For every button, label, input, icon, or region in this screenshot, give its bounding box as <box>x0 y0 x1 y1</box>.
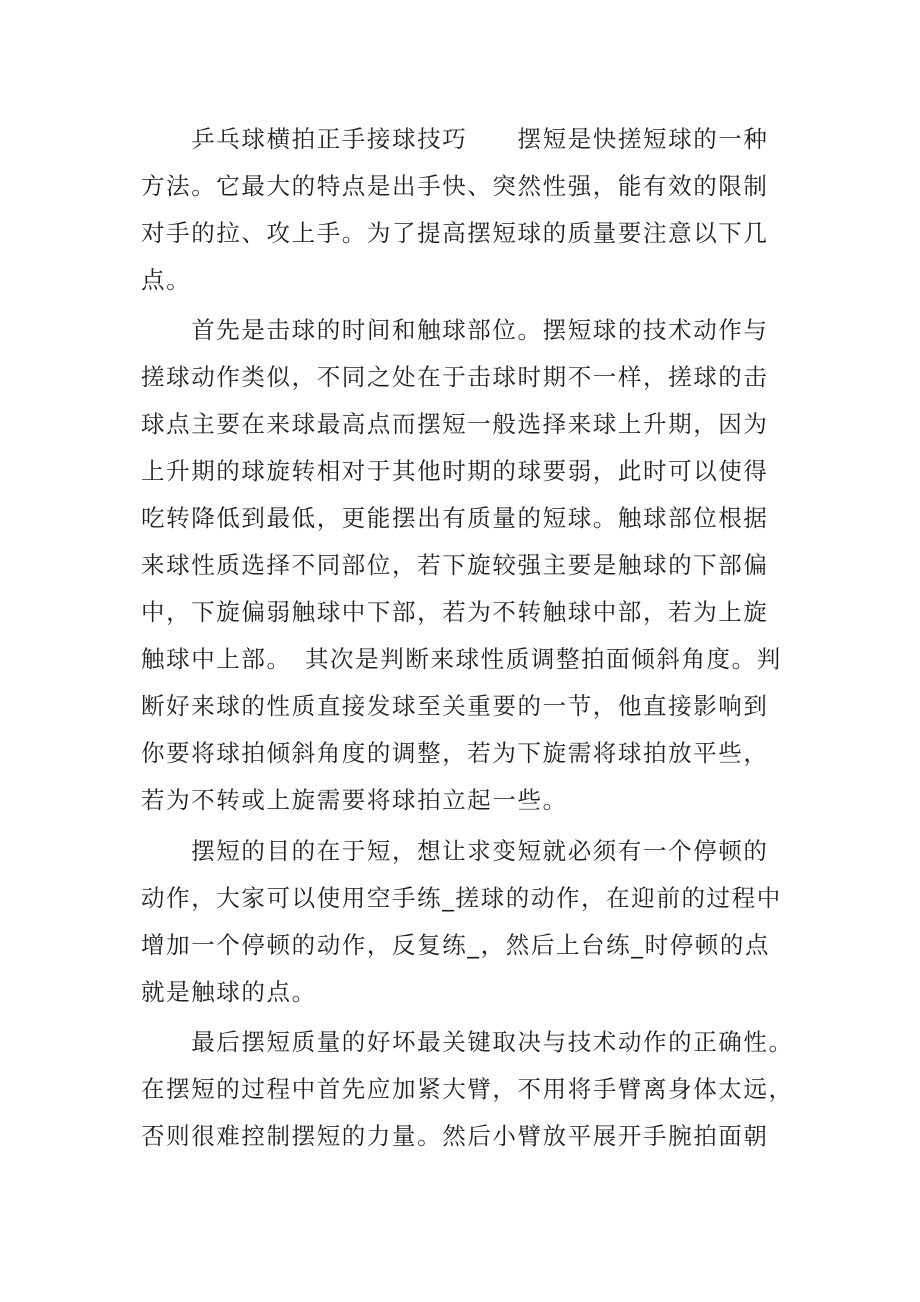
text-line: 在摆短的过程中首先应加紧大臂，不用将手臂离身体太远， <box>141 1075 794 1103</box>
text-line: 乒乓球横拍正手接球技巧 摆短是快搓短球的一种 <box>141 125 769 153</box>
text-line: 增加一个停顿的动作，反复练_，然后上台练_时停顿的点 <box>141 931 771 959</box>
text-line: 摆短的目的在于短，想让求变短就必须有一个停顿的 <box>141 837 769 865</box>
text-line: 吃转降低到最低，更能摆出有质量的短球。触球部位根据 <box>141 504 769 532</box>
text-line: 球点主要在来球最高点而摆短一般选择来球上升期，因为 <box>141 410 769 438</box>
text-line: 触球中上部。 其次是判断来球性质调整拍面倾斜角度。判 <box>141 645 782 673</box>
text-line: 就是触球的点。 <box>141 978 317 1006</box>
text-line: 首先是击球的时间和触球部位。摆短球的技术动作与 <box>141 316 769 344</box>
text-line: 否则很难控制摆短的力量。然后小臂放平展开手腕拍面朝 <box>141 1122 769 1150</box>
text-line: 方法。它最大的特点是出手快、突然性强，能有效的限制 <box>141 172 769 200</box>
text-line: 上升期的球旋转相对于其他时期的球要弱，此时可以使得 <box>141 457 769 485</box>
text-line: 点。 <box>141 266 192 294</box>
text-line: 来球性质选择不同部位，若下旋较强主要是触球的下部偏 <box>141 551 769 579</box>
text-line: 搓球动作类似，不同之处在于击球时期不一样，搓球的击 <box>141 363 769 391</box>
text-line: 断好来球的性质直接发球至关重要的一节，他直接影响到 <box>141 692 769 720</box>
text-line: 对手的拉、攻上手。为了提高摆短球的质量要注意以下几 <box>141 219 769 247</box>
text-line: 动作，大家可以使用空手练_搓球的动作，在迎前的过程中 <box>141 884 782 912</box>
text-line: 若为不转或上旋需要将球拍立起一些。 <box>141 786 568 814</box>
text-line: 最后摆短质量的好坏最关键取决与技术动作的正确性。 <box>141 1028 794 1056</box>
text-line: 中，下旋偏弱触球中下部，若为不转触球中部，若为上旋 <box>141 598 769 626</box>
text-line: 你要将球拍倾斜角度的调整，若为下旋需将球拍放平些， <box>141 739 769 767</box>
